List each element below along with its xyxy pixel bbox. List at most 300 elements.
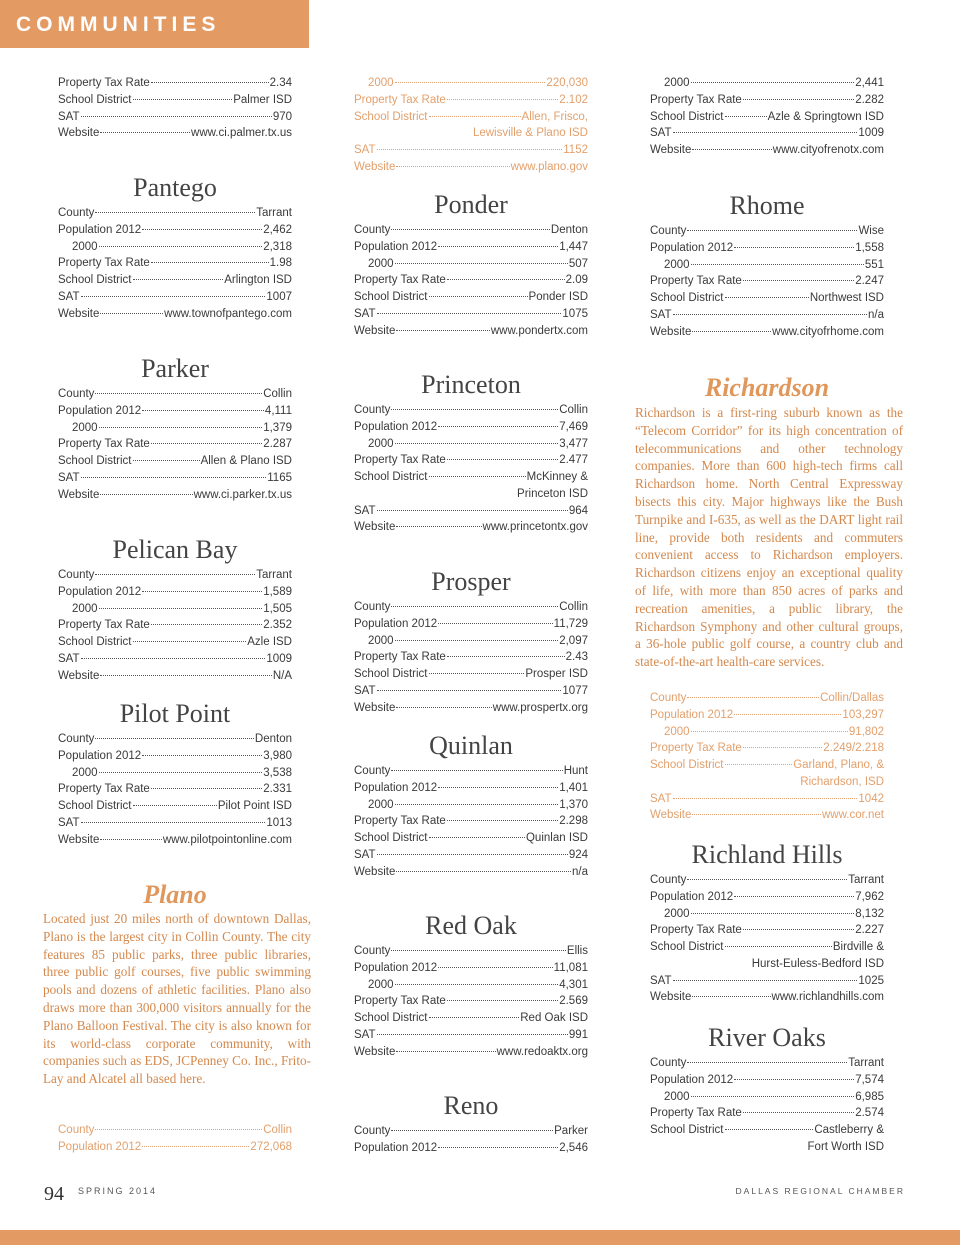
data-row: [354, 977, 588, 994]
row-value: n/a: [868, 308, 884, 321]
dot-leader: [151, 624, 262, 625]
row-value: 91,802: [848, 725, 884, 738]
bottom-bar: [0, 1230, 960, 1245]
row-value: Richardson, ISD: [800, 775, 884, 788]
dot-leader: [142, 755, 262, 756]
data-row: [650, 872, 884, 889]
row-value: Pilot Point ISD: [217, 800, 292, 812]
row-label: 2000: [368, 77, 394, 89]
data-row: [354, 599, 588, 616]
row-value: 1165: [267, 471, 292, 484]
row-value: 2.287: [263, 438, 292, 451]
data-row: [58, 1139, 292, 1156]
row-label: SAT: [58, 652, 80, 665]
community-name: Red Oak: [425, 911, 517, 940]
row-value: 1042: [858, 792, 884, 805]
row-label: 2000: [368, 437, 394, 450]
row-label: School District: [650, 292, 724, 304]
row-label: 2000: [664, 1090, 690, 1103]
row-value: 1025: [858, 974, 884, 987]
row-value: 2.43: [565, 651, 588, 664]
data-row: [354, 1010, 588, 1027]
dot-leader: [391, 770, 562, 771]
row-label: SAT: [354, 504, 376, 517]
issue-season: SPRING 2014: [78, 1186, 158, 1196]
data-row: [650, 906, 884, 923]
row-label: County: [58, 207, 95, 219]
row-label: School District: [650, 941, 724, 953]
dot-leader: [691, 264, 864, 265]
row-value: 2.247: [855, 275, 884, 288]
row-label: County: [354, 1125, 391, 1137]
row-value: 1,379: [263, 421, 292, 434]
row-value: Hunt: [563, 765, 588, 777]
dot-leader: [725, 297, 809, 298]
data-row: [354, 402, 588, 419]
data-row: [58, 109, 292, 126]
data-row: [58, 125, 292, 142]
data-row: [354, 92, 588, 109]
community-stats: [58, 1122, 292, 1156]
data-row: [354, 306, 588, 323]
row-label: Population 2012: [354, 1141, 438, 1154]
dot-leader: [133, 460, 200, 461]
dot-leader: [743, 99, 854, 100]
data-row: [650, 290, 884, 307]
data-row: [354, 256, 588, 273]
dot-leader: [81, 116, 272, 117]
data-row: [354, 1140, 588, 1157]
row-value: Azle ISD: [247, 636, 292, 648]
community-name: Pelican Bay: [112, 535, 238, 564]
dot-leader: [396, 707, 491, 708]
dot-leader: [391, 409, 558, 410]
data-row: [58, 668, 292, 685]
dot-leader: [391, 1130, 553, 1131]
row-value: www.prospertx.org: [492, 701, 588, 714]
data-row: [58, 255, 292, 272]
row-value: www.cor.net: [822, 809, 884, 822]
data-row: [58, 75, 292, 92]
dot-leader: [133, 641, 247, 642]
data-row: [58, 584, 292, 601]
data-row: [650, 724, 884, 741]
section-title: COMMUNITIES: [16, 13, 221, 36]
community-entry: [354, 190, 588, 339]
dot-leader: [429, 116, 521, 117]
row-label: School District: [58, 93, 132, 106]
row-label: Population 2012: [650, 890, 734, 903]
row-value: Denton: [550, 224, 588, 236]
row-label: Property Tax Rate: [354, 93, 446, 106]
row-value: www.ci.palmer.tx.us: [191, 127, 292, 140]
community-name: Richardson: [704, 373, 830, 402]
dot-leader: [447, 279, 565, 280]
row-label: Population 2012: [58, 1140, 142, 1153]
data-row: [650, 740, 884, 757]
row-label: County: [58, 1124, 95, 1136]
dot-leader: [691, 1096, 855, 1097]
data-row: [354, 1044, 588, 1061]
row-value: www.princetontx.gov: [482, 521, 588, 534]
data-row: [354, 452, 588, 469]
row-value: www.cityofrenotx.com: [772, 144, 884, 156]
row-label: Website: [354, 1045, 396, 1058]
dot-leader: [391, 229, 549, 230]
row-label: Website: [650, 991, 692, 1004]
row-value: 1007: [266, 290, 292, 303]
data-row: [354, 142, 588, 159]
data-row: [354, 683, 588, 700]
row-label: Website: [58, 833, 100, 846]
data-row: [58, 765, 292, 782]
dot-leader: [396, 526, 481, 527]
data-row: [58, 798, 292, 815]
data-row: [354, 323, 588, 340]
dot-leader: [673, 980, 858, 981]
community-entry: [58, 354, 292, 503]
data-row: [58, 832, 292, 849]
row-value: 2.227: [855, 924, 884, 937]
row-value: 991: [568, 1028, 588, 1041]
row-label: School District: [354, 668, 428, 680]
dot-leader: [447, 99, 558, 100]
data-row: [58, 453, 292, 470]
dot-leader: [81, 477, 267, 478]
row-value: 2,441: [855, 77, 884, 89]
row-label: Website: [354, 865, 396, 878]
publisher-name: DALLAS REGIONAL CHAMBER: [735, 1186, 905, 1196]
row-label: School District: [354, 471, 428, 483]
data-row: [650, 75, 884, 92]
row-value: 507: [568, 257, 588, 270]
row-label: Website: [354, 701, 396, 714]
row-value: 2.282: [855, 93, 884, 106]
dot-leader: [438, 426, 558, 427]
data-row: [650, 1105, 884, 1122]
dot-leader: [734, 896, 854, 897]
row-label: Website: [58, 488, 100, 501]
data-row: [354, 616, 588, 633]
data-row: [354, 960, 588, 977]
row-label: Population 2012: [650, 241, 734, 254]
row-value: Ponder ISD: [528, 291, 588, 303]
dot-leader: [429, 673, 525, 674]
data-row: [354, 1123, 588, 1140]
community-name: Quinlan: [429, 731, 513, 760]
dot-leader: [100, 494, 192, 495]
dot-leader: [142, 1146, 249, 1147]
row-label: Population 2012: [650, 708, 734, 721]
community-entry: [650, 1023, 884, 1156]
row-label: SAT: [58, 110, 80, 123]
row-value: 2.477: [559, 454, 588, 467]
row-value: Ellis: [566, 945, 588, 957]
data-row: [58, 470, 292, 487]
dot-leader: [395, 984, 559, 985]
dot-leader: [391, 606, 558, 607]
dot-leader: [687, 697, 819, 698]
dot-leader: [95, 738, 253, 739]
data-row: [354, 503, 588, 520]
row-value: 2.34: [269, 77, 292, 89]
dot-leader: [395, 82, 546, 83]
data-row: [650, 807, 884, 824]
dot-leader: [734, 714, 841, 715]
dot-leader: [438, 246, 558, 247]
data-row: [58, 815, 292, 832]
community-description: Located just 20 miles north of downtown Dallas, Plano is the largest city in Collin County. The city features 85 public parks, three public libraries, three public golf courses, five public swimming pools and dozens of athletic facilities. Plano also draws more than 300,000 visitors annually for the Plano Balloon Festival. The city is also known for its world-class corporate community, with companies such as EDS, JCPenney Co. Inc., Frito-Lay and Alcatel all based here.: [43, 911, 311, 1087]
row-label: Population 2012: [354, 240, 438, 253]
data-row: [58, 239, 292, 256]
row-label: School District: [354, 291, 428, 303]
dot-leader: [95, 393, 262, 394]
page-number: 94: [44, 1183, 64, 1205]
dot-leader: [95, 1129, 262, 1130]
row-label: Property Tax Rate: [354, 995, 446, 1008]
row-value: www.pondertx.com: [490, 324, 588, 337]
row-value: Red Oak ISD: [520, 1012, 588, 1024]
dot-leader: [438, 967, 553, 968]
row-value: Parker: [554, 1125, 588, 1137]
row-label: SAT: [354, 1028, 376, 1041]
community-name: Richland Hills: [691, 840, 843, 869]
community-description: Richardson is a first-ring suburb known as the “Telecom Corridor” for its high concentration of telecommunications and other technology companies. More than 600 high-tech firms call Richardson home. North Central Expressway bisects this city. Major highways like the Bush Turnpike and I-635, as well as the DART light rail line, provide both residents and commuters convenient access to Richardson employers. Richardson citizens enjoy an exceptional quality of life, with more than 850 acres of parks and recreation amenities, a public library, the Richardson Symphony and other cultural groups, a 36-hole public golf course, a country club and state-of-the-art health-care services.: [635, 405, 903, 670]
row-label: SAT: [650, 127, 672, 140]
data-row: [58, 205, 292, 222]
community-name: Ponder: [434, 190, 508, 219]
data-row: [354, 272, 588, 289]
data-row: [354, 1027, 588, 1044]
community-entry: [354, 731, 588, 880]
dot-leader: [100, 313, 163, 314]
data-row: [650, 939, 884, 956]
community-name: Pantego: [133, 173, 217, 202]
row-label: Property Tax Rate: [650, 924, 742, 937]
dot-leader: [395, 263, 568, 264]
dot-leader: [438, 1147, 558, 1148]
dot-leader: [692, 814, 821, 815]
data-row: [650, 922, 884, 939]
row-value: Collin: [559, 404, 588, 416]
dot-leader: [673, 314, 867, 315]
row-value: Quinlan ISD: [525, 832, 588, 844]
community-stats: [650, 690, 884, 824]
row-value: www.redoaktx.org: [496, 1045, 588, 1058]
dot-leader: [743, 1112, 854, 1113]
row-label: County: [354, 601, 391, 613]
row-value: Birdville &: [832, 941, 884, 953]
dot-leader: [99, 608, 263, 609]
row-value: 2.574: [855, 1107, 884, 1120]
row-value: 1.98: [269, 257, 292, 270]
row-label: SAT: [58, 290, 80, 303]
row-value: Arlington ISD: [224, 274, 292, 286]
row-label: School District: [58, 274, 132, 286]
row-label: Property Tax Rate: [58, 619, 150, 632]
community-entry: [650, 191, 884, 340]
dot-leader: [142, 410, 264, 411]
dot-leader: [377, 313, 562, 314]
dot-leader: [692, 996, 770, 997]
row-label: 2000: [664, 258, 690, 271]
data-row: [354, 222, 588, 239]
row-label: SAT: [354, 848, 376, 861]
row-label: 2000: [368, 257, 394, 270]
data-row: [58, 272, 292, 289]
data-row: [354, 666, 588, 683]
row-label: County: [58, 569, 95, 581]
data-row: [354, 993, 588, 1010]
row-value: Garland, Plano, &: [793, 759, 884, 771]
row-value: 2,462: [263, 223, 292, 236]
data-row: [354, 763, 588, 780]
row-label: Property Tax Rate: [650, 742, 742, 755]
dot-leader: [692, 149, 771, 150]
row-label: School District: [650, 1124, 724, 1136]
data-row: [650, 109, 884, 126]
row-value: 2.298: [559, 815, 588, 828]
data-row: [58, 748, 292, 765]
community-entry: [58, 535, 292, 684]
data-row: [354, 780, 588, 797]
dot-leader: [429, 1017, 520, 1018]
data-row: [58, 289, 292, 306]
row-value: 1013: [266, 816, 292, 829]
row-label: SAT: [650, 792, 672, 805]
dot-leader: [396, 1051, 495, 1052]
row-label: Property Tax Rate: [650, 1107, 742, 1120]
data-row: [650, 142, 884, 159]
row-value: 272,068: [250, 1140, 292, 1153]
dot-leader: [99, 772, 263, 773]
community-name: Prosper: [431, 567, 511, 596]
community-name: Plano: [143, 880, 207, 909]
row-value: 3,477: [559, 437, 588, 450]
row-label: SAT: [354, 684, 376, 697]
row-label: School District: [354, 832, 428, 844]
row-label: School District: [58, 455, 132, 467]
data-row-continuation: [650, 774, 884, 791]
data-row: [650, 1122, 884, 1139]
row-value: 220,030: [546, 77, 588, 89]
data-row: [58, 436, 292, 453]
dot-leader: [142, 591, 262, 592]
row-label: 2000: [368, 978, 394, 991]
row-value: 7,469: [559, 420, 588, 433]
row-value: Tarrant: [256, 569, 292, 581]
row-label: County: [650, 874, 687, 886]
dot-leader: [100, 132, 190, 133]
data-row: [58, 403, 292, 420]
dot-leader: [100, 675, 271, 676]
dot-leader: [687, 1062, 847, 1063]
row-value: 1,401: [559, 781, 588, 794]
row-value: McKinney &: [526, 471, 588, 483]
dot-leader: [673, 132, 858, 133]
row-label: Population 2012: [58, 585, 142, 598]
row-value: 1,370: [559, 798, 588, 811]
data-row: [58, 487, 292, 504]
data-row: [58, 567, 292, 584]
row-value: Allen & Plano ISD: [200, 455, 292, 467]
dot-leader: [447, 820, 558, 821]
row-value: N/A: [272, 669, 292, 682]
community-name: Reno: [443, 1091, 499, 1120]
row-label: 2000: [664, 77, 690, 89]
dot-leader: [691, 731, 848, 732]
data-row: [650, 707, 884, 724]
community-entry: [58, 75, 292, 142]
community-name: Rhome: [729, 191, 805, 220]
dot-leader: [447, 1000, 558, 1001]
data-row: [354, 109, 588, 126]
data-row: [354, 830, 588, 847]
row-value: Collin: [263, 388, 292, 400]
row-label: 2000: [72, 240, 98, 253]
row-value: 2,097: [559, 634, 588, 647]
row-value: 1009: [266, 652, 292, 665]
row-label: Population 2012: [58, 749, 142, 762]
row-value: Tarrant: [848, 1057, 884, 1069]
row-value: n/a: [572, 865, 588, 878]
row-label: Property Tax Rate: [354, 651, 446, 664]
row-value: www.townofpantego.com: [164, 307, 292, 320]
data-row: [354, 239, 588, 256]
dot-leader: [151, 82, 269, 83]
dot-leader: [133, 99, 233, 100]
dot-leader: [377, 1034, 568, 1035]
dot-leader: [447, 656, 565, 657]
row-value: www.plano.gov: [510, 160, 588, 173]
community-entry: [58, 880, 292, 912]
row-label: 2000: [72, 421, 98, 434]
row-value: 3,538: [263, 766, 292, 779]
dot-leader: [734, 1079, 854, 1080]
data-row: [354, 159, 588, 176]
community-entry: [354, 567, 588, 716]
row-value: www.richlandhills.com: [771, 991, 884, 1004]
dot-leader: [438, 623, 553, 624]
row-value: 7,962: [855, 890, 884, 903]
data-row: [354, 75, 588, 92]
row-label: School District: [650, 110, 724, 123]
row-value: 103,297: [842, 708, 884, 721]
row-label: Property Tax Rate: [354, 815, 446, 828]
data-row: [354, 797, 588, 814]
dot-leader: [395, 443, 559, 444]
row-value: Wise: [858, 225, 884, 237]
data-row: [650, 273, 884, 290]
data-row: [650, 307, 884, 324]
row-label: Website: [354, 324, 396, 337]
row-value: Lewisville & Plano ISD: [472, 127, 588, 140]
row-label: Population 2012: [354, 781, 438, 794]
row-label: School District: [58, 800, 132, 812]
community-entry: [58, 173, 292, 322]
dot-leader: [396, 330, 490, 331]
dot-leader: [151, 443, 262, 444]
data-row: [354, 633, 588, 650]
dot-leader: [429, 476, 526, 477]
dot-leader: [725, 946, 832, 947]
data-row: [354, 864, 588, 881]
row-label: 2000: [72, 766, 98, 779]
data-row: [58, 601, 292, 618]
data-row: [58, 1122, 292, 1139]
data-row: [58, 617, 292, 634]
row-label: Website: [58, 669, 100, 682]
